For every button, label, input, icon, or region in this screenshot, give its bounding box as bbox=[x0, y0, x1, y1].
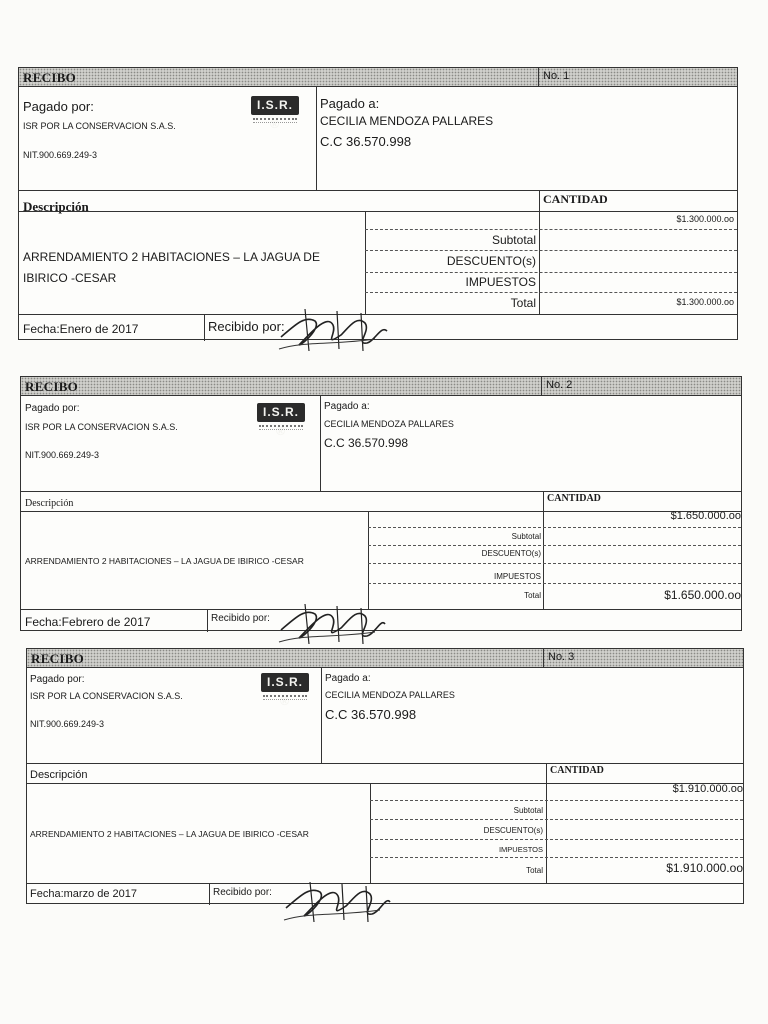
signature-3 bbox=[280, 878, 395, 924]
total-label: Total bbox=[524, 591, 541, 600]
pagado-por-label: Pagado por: bbox=[30, 674, 85, 685]
total-label: Total bbox=[526, 866, 543, 875]
subtotal-label: Subtotal bbox=[513, 806, 543, 815]
descripcion-label: Descripción bbox=[25, 498, 74, 509]
isr-logo: I.S.R. ® bbox=[257, 673, 313, 703]
cantidad-value: $1.910.000.oo bbox=[672, 783, 743, 795]
receipt-title: RECIBO bbox=[23, 70, 77, 85]
total-value: $1.300.000.oo bbox=[676, 297, 734, 307]
isr-logo: I.S.R. ® bbox=[247, 96, 303, 126]
receipt-2 bbox=[20, 376, 742, 631]
descuento-label: DESCUENTO(s) bbox=[481, 549, 541, 558]
cantidad-label: CANTIDAD bbox=[550, 765, 604, 776]
pagado-por-label: Pagado por: bbox=[23, 99, 94, 114]
beneficiary-cc: C.C 36.570.998 bbox=[324, 436, 409, 450]
isr-logo: I.S.R. ® bbox=[253, 403, 309, 433]
descuento-label: DESCUENTO(s) bbox=[483, 826, 543, 835]
impuestos-label: IMPUESTOS bbox=[465, 275, 536, 289]
description-line-1: ARRENDAMIENTO 2 HABITACIONES – LA JAGUA DE IBIRICO -CESAR bbox=[30, 829, 309, 839]
receipt-header bbox=[21, 377, 741, 396]
total-value: $1.910.000.oo bbox=[666, 861, 743, 875]
cantidad-label: CANTIDAD bbox=[547, 493, 601, 504]
total-value: $1.650.000.oo bbox=[664, 588, 741, 602]
descripcion-label: Descripción bbox=[23, 199, 89, 214]
pagado-a-label: Pagado a: bbox=[320, 96, 380, 111]
pagado-a-label: Pagado a: bbox=[324, 401, 370, 412]
receipt-3 bbox=[26, 648, 744, 904]
signature-1 bbox=[275, 305, 395, 353]
description-line-1: ARRENDAMIENTO 2 HABITACIONES – LA JAGUA DE IBIRICO -CESAR bbox=[25, 556, 304, 566]
total-label: Total bbox=[510, 296, 536, 310]
receipt-number: No. 1 bbox=[543, 70, 570, 82]
fecha: Fecha:marzo de 2017 bbox=[30, 888, 138, 900]
impuestos-label: IMPUESTOS bbox=[494, 572, 541, 581]
recibido-por-label: Recibido por: bbox=[208, 319, 285, 334]
signature-2 bbox=[275, 600, 390, 646]
descripcion-label: Descripción bbox=[30, 769, 88, 781]
beneficiary-name: CECILIA MENDOZA PALLARES bbox=[325, 690, 455, 700]
recibido-por-label: Recibido por: bbox=[211, 613, 270, 624]
receipt-title: RECIBO bbox=[25, 379, 79, 394]
pagado-por-label: Pagado por: bbox=[25, 403, 80, 414]
subtotal-label: Subtotal bbox=[491, 233, 536, 247]
cantidad-value: $1.650.000.oo bbox=[670, 510, 741, 522]
payer-name: ISR POR LA CONSERVACION S.A.S. bbox=[30, 691, 183, 701]
receipt-header bbox=[19, 68, 737, 87]
receipt-number: No. 3 bbox=[548, 651, 575, 663]
beneficiary-cc: C.C 36.570.998 bbox=[320, 134, 412, 149]
receipt-header bbox=[27, 649, 743, 668]
subtotal-label: Subtotal bbox=[511, 532, 541, 541]
impuestos-label: IMPUESTOS bbox=[498, 845, 543, 854]
cantidad-label: CANTIDAD bbox=[543, 192, 608, 206]
payer-nit: NIT.900.669.249-3 bbox=[30, 719, 105, 729]
beneficiary-name: CECILIA MENDOZA PALLARES bbox=[324, 419, 454, 429]
receipt-1 bbox=[18, 67, 738, 340]
fecha: Fecha:Febrero de 2017 bbox=[25, 615, 151, 629]
payer-nit: NIT.900.669.249-3 bbox=[23, 150, 98, 160]
description-line-2: IBIRICO -CESAR bbox=[23, 271, 117, 285]
payer-nit: NIT.900.669.249-3 bbox=[25, 450, 100, 460]
description-line-1: ARRENDAMIENTO 2 HABITACIONES – LA JAGUA DE bbox=[23, 250, 320, 264]
beneficiary-cc: C.C 36.570.998 bbox=[325, 707, 417, 722]
receipt-number: No. 2 bbox=[546, 379, 573, 391]
recibido-por-label: Recibido por: bbox=[213, 887, 272, 898]
beneficiary-name: CECILIA MENDOZA PALLARES bbox=[320, 114, 494, 128]
receipt-title: RECIBO bbox=[31, 651, 85, 666]
payer-name: ISR POR LA CONSERVACION S.A.S. bbox=[23, 121, 176, 131]
pagado-a-label: Pagado a: bbox=[325, 673, 371, 684]
cantidad-value: $1.300.000.oo bbox=[676, 214, 734, 224]
descuento-label: DESCUENTO(s) bbox=[446, 254, 536, 268]
payer-name: ISR POR LA CONSERVACION S.A.S. bbox=[25, 422, 178, 432]
fecha: Fecha:Enero de 2017 bbox=[23, 322, 139, 336]
